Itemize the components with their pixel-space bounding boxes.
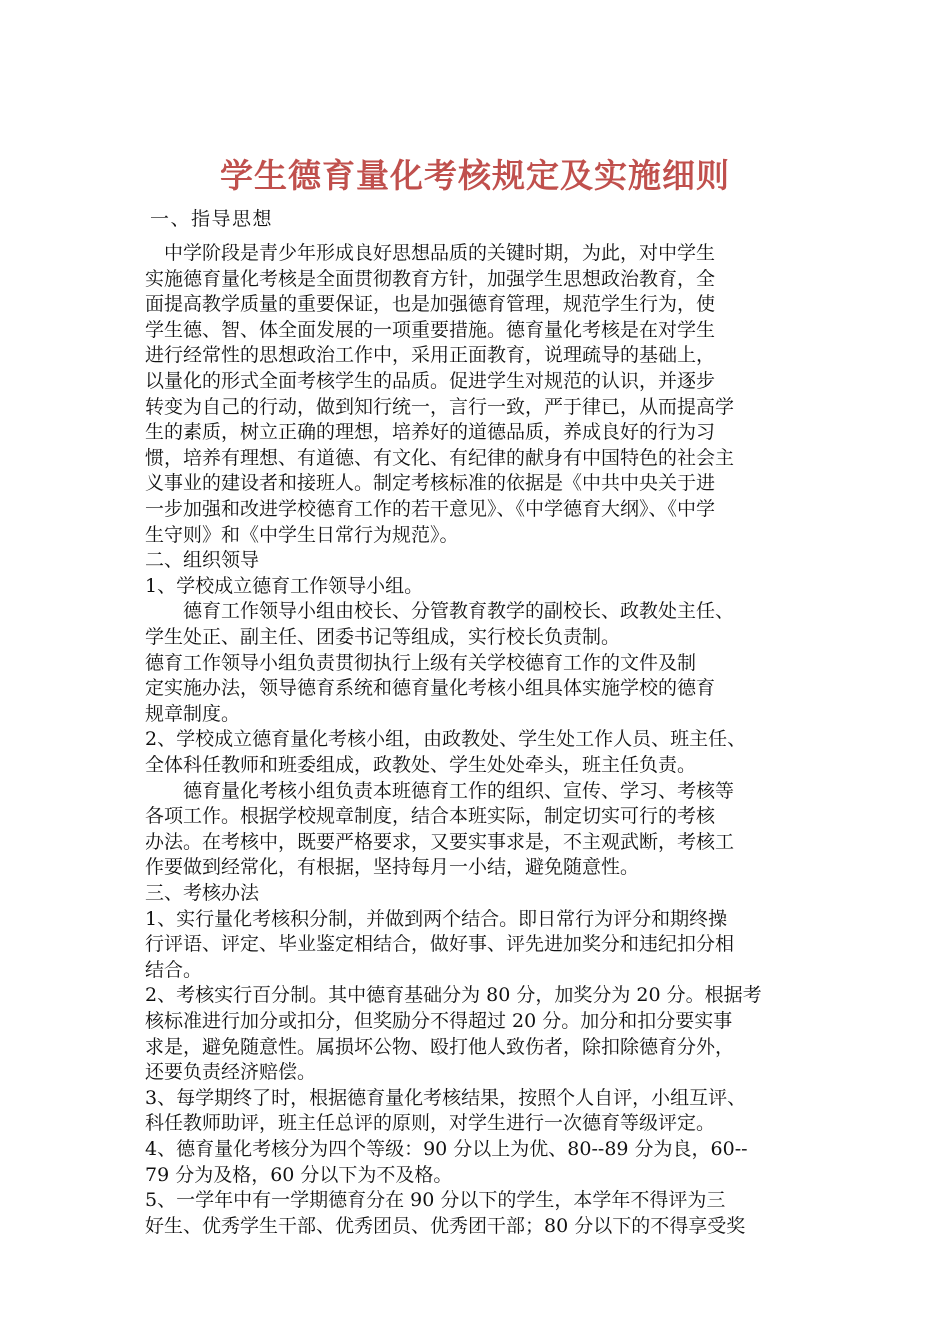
body-line: 以量化的形式全面考核学生的品质。促进学生对规范的认识，并逐步	[145, 370, 716, 392]
body-line: 一步加强和改进学校德育工作的若干意见》、《中学德育大纲》、《中学	[145, 498, 716, 520]
body-line: 德育量化考核小组负责本班德育工作的组织、宣传、学习、考核等	[145, 779, 735, 802]
body-line: 惯，培养有理想、有道德、有文化、有纪律的献身有中国特色的社会主	[145, 446, 735, 469]
body-line: 办法。在考核中，既要严格要求，又要实事求是，不主观武断，考核工	[145, 830, 735, 853]
body-line: 2、考核实行百分制。其中德育基础分为 80 分，加奖分为 20 分。根据考	[145, 984, 762, 1007]
body-line: 4、德育量化考核分为四个等级：90 分以上为优、80--89 分为良，60--	[145, 1138, 748, 1160]
body-line: 核标准进行加分或扣分，但奖励分不得超过 20 分。加分和扣分要实事	[145, 1010, 733, 1032]
body-line: 实施德育量化考核是全面贯彻教育方针，加强学生思想政治教育，全	[145, 267, 716, 290]
body-line: 规章制度。	[145, 702, 241, 725]
body-line: 德育工作领导小组由校长、分管教育教学的副校长、政教处主任、	[145, 600, 735, 623]
body-line: 还要负责经济赔偿。	[145, 1061, 317, 1084]
body-line: 作要做到经常化，有根据，坚持每月一小结，避免随意性。	[145, 856, 640, 879]
body-line: 进行经常性的思想政治工作中，采用正面教育，说理疏导的基础上，	[145, 344, 716, 367]
body-line: 生的素质，树立正确的理想，培养好的道德品质，养成良好的行为习	[145, 421, 716, 444]
body-line: 转变为自己的行动，做到知行统一，言行一致，严于律已，从而提高学	[145, 395, 735, 418]
section-heading: 一、指导思想	[150, 208, 274, 230]
body-line: 生守则》和《中学生日常行为规范》。	[145, 523, 459, 546]
body-line: 中学阶段是青少年形成良好思想品质的关键时期，为此，对中学生	[145, 242, 716, 264]
body-line: 行评语、评定、毕业鉴定相结合，做好事、评先进加奖分和违纪扣分相	[145, 933, 735, 956]
body-line: 科任教师助评，班主任总评的原则，对学生进行一次德育等级评定。	[145, 1112, 716, 1135]
body-line: 2、学校成立德育量化考核小组，由政教处、学生处工作人员、班主任、	[145, 728, 747, 751]
body-line: 各项工作。根据学校规章制度，结合本班实际，制定切实可行的考核	[145, 805, 716, 828]
body-line: 5、一学年中有一学期德育分在 90 分以下的学生，本学年不得评为三	[145, 1189, 726, 1212]
body-line: 3、每学期终了时，根据德育量化考核结果，按照个人自评，小组互评、	[145, 1086, 747, 1109]
body-line: 学生处正、副主任、团委书记等组成，实行校长负责制。	[145, 626, 621, 648]
body-line: 求是，避免随意性。属损坏公物、殴打他人致伤者，除扣除德育分外，	[145, 1035, 735, 1058]
body-line: 1、实行量化考核积分制，并做到两个结合。即日常行为评分和期终操	[145, 907, 728, 930]
body-line: 定实施办法，领导德育系统和德育量化考核小组具体实施学校的德育	[145, 677, 716, 700]
body-line: 结合。	[145, 958, 203, 981]
body-line: 1、学校成立德育工作领导小组。	[145, 574, 424, 597]
body-line: 学生德、智、体全面发展的一项重要措施。德育量化考核是在对学生	[145, 318, 716, 341]
body-line: 德育工作领导小组负责贯彻执行上级有关学校德育工作的文件及制	[145, 651, 697, 674]
body-line: 义事业的建设者和接班人。制定考核标准的依据是《中共中央关于进	[145, 472, 716, 495]
document-title: 学生德育量化考核规定及实施细则	[220, 156, 730, 196]
body-line: 79 分为及格，60 分以下为不及格。	[145, 1163, 453, 1186]
body-line: 面提高教学质量的重要保证，也是加强德育管理，规范学生行为，使	[145, 293, 716, 316]
body-line: 好生、优秀学生干部、优秀团员、优秀团干部；80 分以下的不得享受奖	[145, 1214, 746, 1237]
body-line: 全体科任教师和班委组成，政教处、学生处处牵头，班主任负责。	[145, 754, 697, 776]
section-heading: 三、考核办法	[145, 882, 260, 904]
section-heading: 二、组织领导	[145, 549, 260, 572]
